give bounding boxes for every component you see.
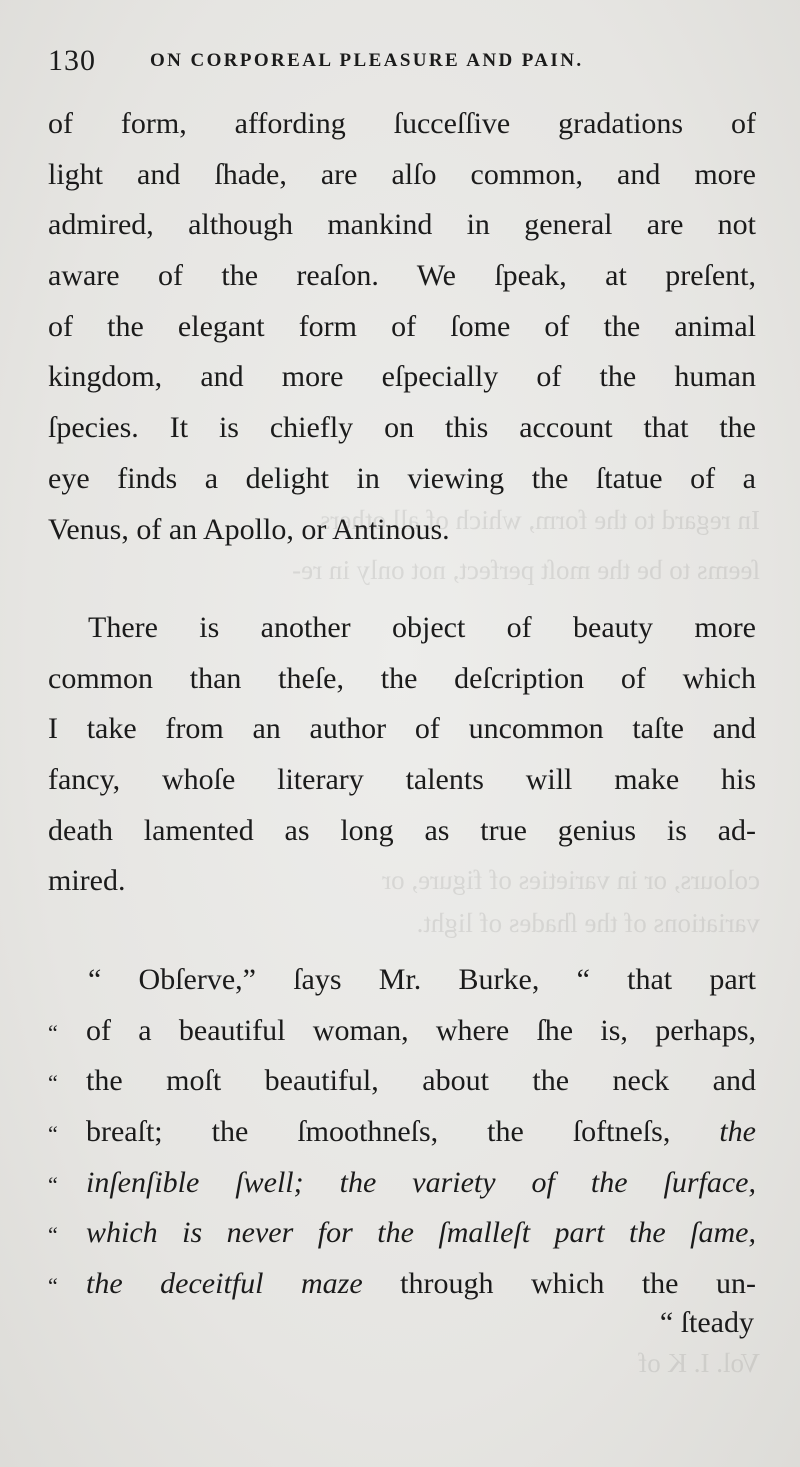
text-line: fancy, whoſe literary talents will make his: [48, 763, 756, 797]
quote-line: [48, 1056, 756, 1107]
text-line: of form, affording ſucceſſive gradations of: [48, 107, 756, 140]
quote-mark: “: [48, 1070, 58, 1096]
quote-first-line: “ Obſerve,” ſays Mr. Burke, “ that part: [88, 963, 756, 996]
text-line: death lamented as long as true genius is ad-: [48, 813, 756, 847]
text-line: There is another object of beauty more: [88, 611, 756, 644]
catchword: “ ſteady: [659, 1306, 754, 1339]
quote-text: [86, 1259, 756, 1310]
quote-text: [86, 1208, 756, 1259]
text-line: aware of the reaſon. We ſpeak, at preſent,: [48, 259, 756, 293]
page-number: 130: [48, 44, 96, 77]
text-line: of the elegant form of ſome of the animal: [48, 309, 756, 343]
text-line: eye finds a delight in viewing the ſtatue of a: [48, 461, 756, 495]
text-line: ſpecies. It is chiefly on this account that the: [48, 411, 756, 445]
text-line: I take from an author of uncommon taſte and: [48, 712, 756, 746]
bleed-through-line: In regard to the form, which of all others: [319, 505, 760, 535]
quote-italic: the deceitful maze: [86, 1267, 363, 1301]
quote-line: [48, 1208, 756, 1259]
quote-mark: “: [48, 1121, 58, 1147]
quote-text: of a beautiful woman, where ſhe is, perhaps,: [86, 1013, 756, 1047]
burke-quotation: [48, 955, 756, 1310]
paragraph-1: [48, 99, 756, 555]
quote-italic: inſenſible ſwell; the variety of the ſurface,: [86, 1165, 756, 1199]
quote-line: [48, 1006, 756, 1057]
text-line: common than theſe, the deſcription of which: [48, 661, 756, 695]
quote-mark: “: [48, 1019, 58, 1045]
page-header: [48, 44, 756, 80]
quote-mark: “: [48, 1273, 58, 1299]
bleed-through-line: variations of the ſhades of light.: [416, 908, 760, 938]
quote-roman: breaſt; the ſmoothneſs, the ſoftneſs,: [86, 1115, 720, 1149]
bleed-through-line: Vol. I. K of: [638, 1348, 760, 1378]
text-line: kingdom, and more eſpecially of the human: [48, 360, 756, 394]
text-line: mired.: [48, 864, 126, 898]
quote-line: [48, 1259, 756, 1310]
quote-text: the moſt beautiful, about the neck and: [86, 1064, 756, 1098]
text-line: light and ſhade, are alſo common, and more: [48, 157, 756, 191]
paragraph-2: [48, 603, 756, 907]
running-title: ON CORPOREAL PLEASURE AND PAIN.: [150, 50, 584, 71]
quote-text: [86, 1107, 756, 1158]
quote-line: [48, 1107, 756, 1158]
text-line: Venus, of an Apollo, or Antinous.: [48, 512, 450, 546]
quote-line: [48, 1158, 756, 1209]
text-line: admired, although mankind in general are not: [48, 208, 756, 242]
quote-roman: through which the un-: [362, 1267, 757, 1301]
quote-italic: which is never for the ſmalleſt part the ſame,: [86, 1216, 756, 1250]
bleed-through-line: ſeems to be the moſt perfect, not only in re-: [292, 555, 760, 585]
bleed-through-line: colours, or in varieties of figure, or: [382, 865, 760, 895]
quote-mark: “: [48, 1222, 58, 1248]
quote-mark: “: [48, 1171, 58, 1197]
quote-italic: the: [719, 1115, 756, 1149]
quote-text: [86, 1158, 756, 1209]
